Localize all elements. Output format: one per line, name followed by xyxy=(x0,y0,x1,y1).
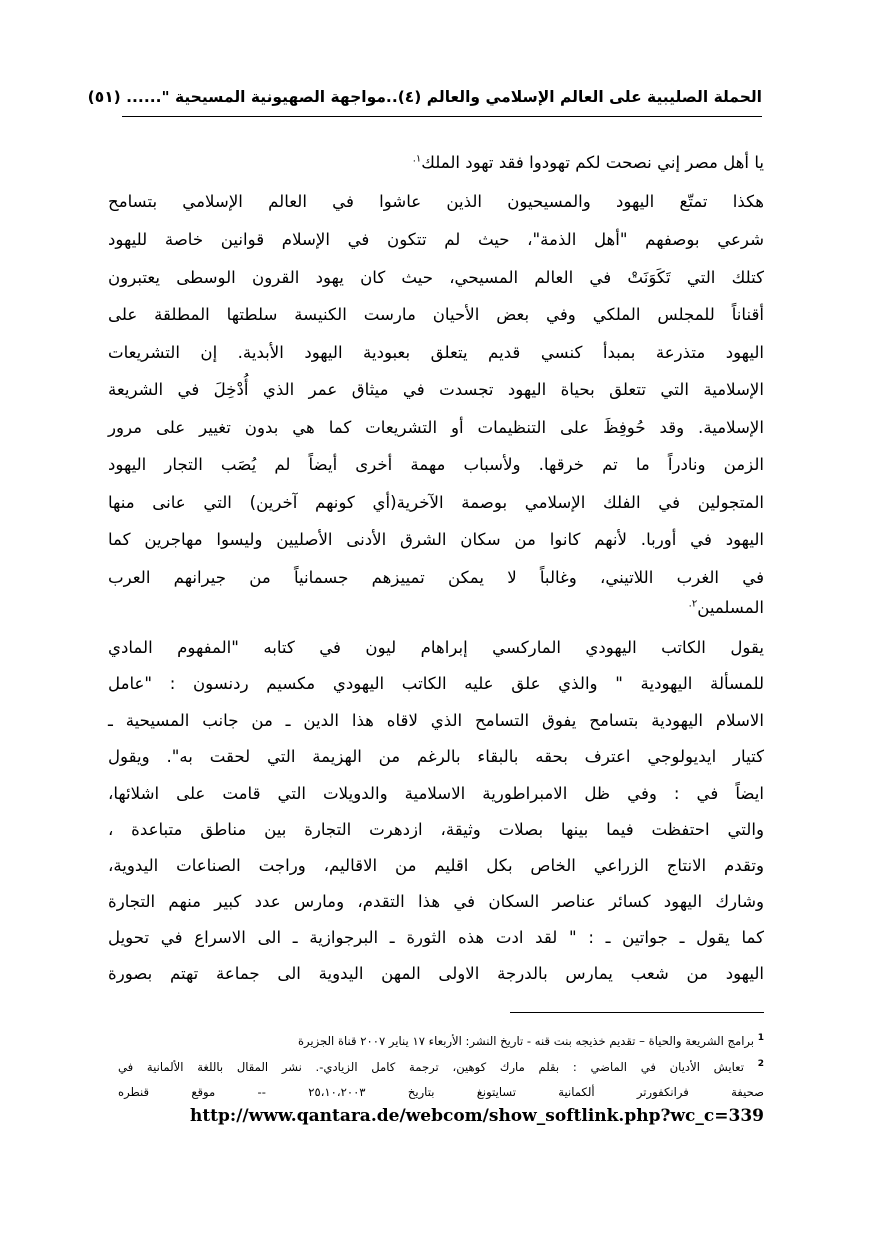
footnote-number: 2 xyxy=(757,1059,765,1070)
footnote-2: $^2$ تعايش الأديان في الماضي : بقلم مارك كوهين، ترجمة كامل الزيادي-. نشر المقال باللغة الألمانية في xyxy=(118,1059,765,1074)
body-line: الزمن ونادراً ما تم خرقها. ولأسباب مهمة أخرى أيضاً لم يُصَب التجار اليهود xyxy=(108,455,764,474)
body-line: يقول الكاتب اليهودي الماركسي إبراهام ليون في كتابه "المفهوم المادي xyxy=(108,638,764,657)
body-line: للمسألة اليهودية " والذي علق عليه الكاتب اليهودي مكسيم ردنسون : "عامل xyxy=(108,674,764,693)
header-divider xyxy=(122,116,762,117)
body-line: المتجولين في الفلك الإسلامي بوصمة الآخرية(أي كونهم آخرين) التي عانى منها xyxy=(108,493,764,512)
body-line: هكذا تمتّع اليهود والمسيحيون الذين عاشوا في العالم الإسلامي بتسامح xyxy=(108,192,764,211)
body-line: كتلك التي تَكَوَنَتْ في العالم المسيحي، حيث كان يهود القرون الوسطى يعتبرون xyxy=(108,268,764,287)
body-line: كتيار ايديولوجي اعترف بحقه بالبقاء بالرغم من الهزيمة التي لحقت به". ويقول xyxy=(108,747,764,766)
body-line: وتقدم الانتاج الزراعي الخاص بكل اقليم من الاقاليم، وراجت الصناعات اليدوية، xyxy=(108,856,764,875)
body-line: اليهود في أوربا. لأنهم كانوا من سكان الشرق الأدنى الأصليين وليسوا مهاجرين كما xyxy=(108,530,764,549)
footnote-1: $^1$ برامج الشريعة والحياة – تقديم خذيجه بنت قنه - تاريخ النشر: الأربعاء ١٧ يناير ٢٠٠٧ قناة الجزيرة xyxy=(297,1033,764,1048)
running-header: الحملة الصليبية على العالم الإسلامي والعالم (٤)..مواجهة الصهيونية المسيحية "...... (٥١) xyxy=(87,88,762,106)
body-line: الإسلامية التي تتعلق بحياة اليهود تجسدت في ميثاق عمر الذي أُدْخِلَ في الشريعة xyxy=(108,380,764,399)
body-line: المسلمين$^{٢.}$ xyxy=(688,598,764,617)
body-line: الإسلامية. وقد حُوفِظَ على التنظيمات أو التشريعات كما هي بدون تغيير على مرور xyxy=(108,418,764,437)
footnote-number: 1 xyxy=(757,1033,764,1044)
footnote-url-link[interactable]: http://www.qantara.de/webcom/show_softlink.php?wc_c=339 xyxy=(189,1106,764,1126)
footnote-ref-1: ١. xyxy=(412,153,422,165)
body-line: يا أهل مصر إني نصحت لكم تهودوا فقد تهود الملك$^{١.}$ xyxy=(412,153,764,172)
body-line: شرعي بوصفهم "أهل الذمة"، حيث لم تتكون في الإسلام قوانين خاصة لليهود xyxy=(108,230,764,249)
body-line: ايضاً في : وفي ظل الامبراطورية الاسلامية والدويلات التي قامت على اشلائها، xyxy=(108,784,764,803)
body-line: كما يقول ـ جواتين ـ : " لقد ادت هذه الثورة ـ البرجوازية ـ الى الاسراع في تحويل xyxy=(108,928,764,947)
footnote-2-continued: صحيفة فرانكفورتر ألكمانية تسايتونغ بتاريخ ٢٥،١٠،٢٠٠٣ -- موقع قنطره xyxy=(118,1085,764,1099)
footnote-separator xyxy=(510,1012,764,1013)
body-line: اليهود متذرعة بمبدأ كنسي قديم يتعلق بعبودية اليهود الأبدية. إن التشريعات xyxy=(108,343,764,362)
body-line: اليهود من شعب يمارس بالدرجة الاولى المهن اليدوية الى جماعة تهتم بصورة xyxy=(108,964,764,983)
body-line: أقناناً للمجلس الملكي وفي بعض الأحيان مارست الكنيسة سلطتها المطلقة على xyxy=(108,305,764,324)
footnote-ref-2: ٢. xyxy=(688,598,698,610)
body-line: والتي احتفظت فيما بينها بصلات وثيقة، ازدهرت التجارة بين مناطق متباعدة ، xyxy=(108,820,764,839)
body-line: في الغرب اللاتيني، وغالباً لا يمكن تمييزهم جسمانياً من جيرانهم العرب xyxy=(108,568,764,587)
body-line: وشارك اليهود كسائر عناصر السكان في هذا التقدم، ومارس عدد كبير منهم التجارة xyxy=(108,892,764,911)
body-line: الاسلام اليهودية بتسامح يفوق التسامح الذي لاقاه هذا الدين ـ من جانب المسيحية ـ xyxy=(108,711,764,730)
